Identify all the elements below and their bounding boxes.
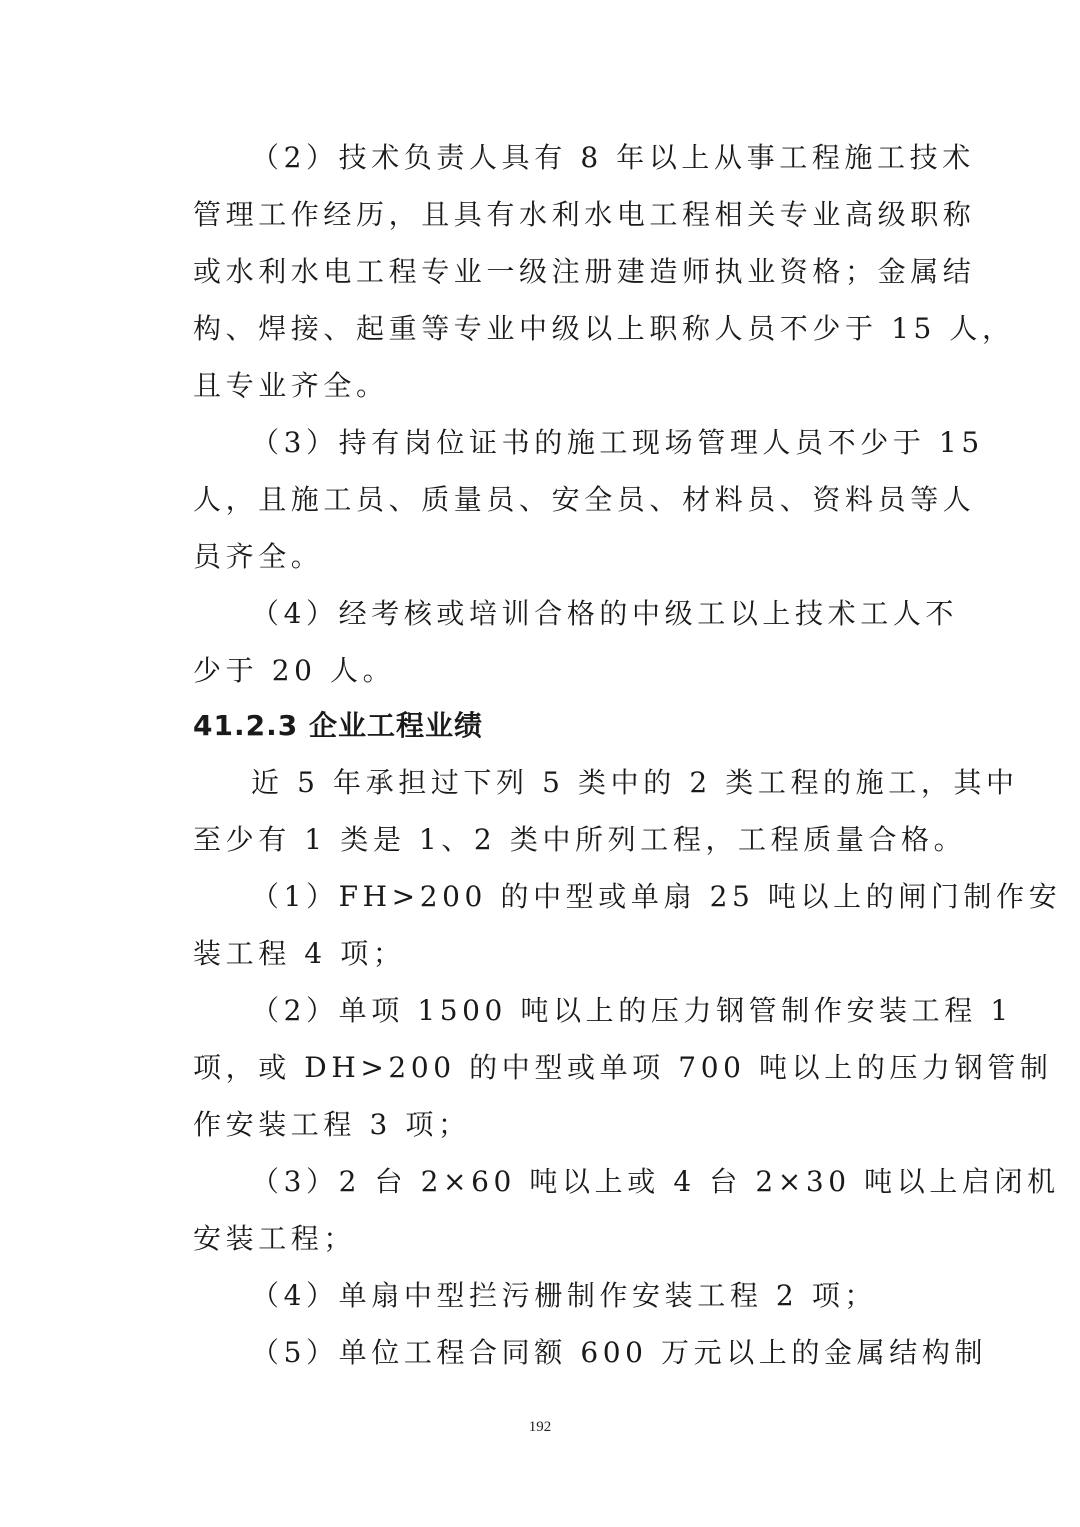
performance-item-2-line-1: （2）单项 1500 吨以上的压力钢管制作安装工程 1: [251, 994, 1013, 1027]
paragraph-2-line-4: 构、焊接、起重等专业中级以上职称人员不少于 15 人，: [193, 312, 1015, 345]
performance-item-2-line-3: 作安装工程 3 项；: [193, 1108, 471, 1141]
performance-item-3-line-2: 安装工程；: [193, 1222, 357, 1255]
paragraph-3-line-3: 员齐全。: [193, 540, 324, 573]
paragraph-2-line-1: （2）技术负责人具有 8 年以上从事工程施工技术: [251, 141, 975, 174]
paragraph-2-line-2: 管理工作经历，且具有水利水电工程相关专业高级职称: [193, 198, 976, 231]
performance-item-5-line-1: （5）单位工程合同额 600 万元以上的金属结构制: [251, 1336, 988, 1369]
paragraph-2-line-3: 或水利水电工程专业一级注册建造师执业资格；金属结: [193, 255, 976, 288]
performance-item-1-line-2: 装工程 4 项；: [193, 937, 406, 970]
performance-intro-line-1: 近 5 年承担过下列 5 类中的 2 类工程的施工，其中: [251, 766, 1019, 799]
section-heading: 41.2.3 企业工程业绩: [193, 709, 483, 742]
paragraph-4-line-2: 少于 20 人。: [193, 654, 396, 687]
performance-item-4-line-1: （4）单扇中型拦污栅制作安装工程 2 项；: [251, 1279, 878, 1312]
paragraph-2-line-5: 且专业齐全。: [193, 369, 389, 402]
performance-item-1-line-1: （1）FH>200 的中型或单扇 25 吨以上的闸门制作安: [251, 880, 1062, 913]
performance-item-3-line-1: （3）2 台 2×60 吨以上或 4 台 2×30 吨以上启闭机: [251, 1165, 1060, 1198]
performance-item-2-line-2: 项，或 DH>200 的中型或单项 700 吨以上的压力钢管制: [193, 1051, 1053, 1084]
page-number: 192: [528, 1419, 552, 1435]
paragraph-3-line-1: （3）持有岗位证书的施工现场管理人员不少于 15: [251, 426, 984, 459]
paragraph-3-line-2: 人，且施工员、质量员、安全员、材料员、资料员等人: [193, 483, 976, 516]
performance-intro-line-2: 至少有 1 类是 1、2 类中所列工程，工程质量合格。: [193, 823, 967, 856]
paragraph-4-line-1: （4）经考核或培训合格的中级工以上技术工人不: [251, 597, 959, 630]
